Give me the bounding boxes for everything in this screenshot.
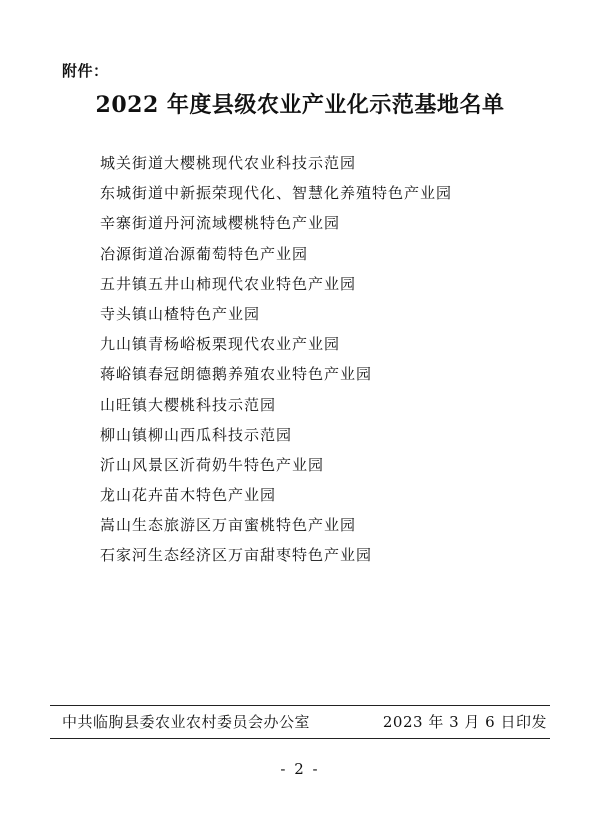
- footer-top-rule: [50, 705, 550, 706]
- list-item: 寺头镇山楂特色产业园: [100, 304, 261, 323]
- list-item: 石家河生态经济区万亩甜枣特色产业园: [100, 546, 373, 565]
- list-item: 龙山花卉苗木特色产业园: [100, 486, 277, 505]
- list-item: 五井镇五井山柿现代农业特色产业园: [100, 274, 357, 293]
- list-item: 冶源街道冶源葡萄特色产业园: [100, 244, 309, 263]
- list-item: 山旺镇大樱桃科技示范园: [100, 395, 277, 414]
- attachment-label: 附件：: [62, 62, 109, 80]
- demonstration-base-list: [100, 148, 452, 571]
- footer-issuer: 中共临朐县委农业农村委员会办公室: [62, 713, 311, 731]
- page-number: - 2 -: [280, 760, 320, 778]
- list-item: 嵩山生态旅游区万亩蜜桃特色产业园: [100, 516, 357, 535]
- list-item: 沂山风景区沂荷奶牛特色产业园: [100, 455, 325, 474]
- list-item: 蒋峪镇春冠朗德鹅养殖农业特色产业园: [100, 365, 373, 384]
- list-item: 九山镇青杨峪板栗现代农业产业园: [100, 335, 341, 354]
- document-title: 2022 年度县级农业产业化示范基地名单: [95, 92, 505, 118]
- list-item: 柳山镇柳山西瓜科技示范园: [100, 425, 293, 444]
- footer-issue-date: 2023 年 3 月 6 日印发: [382, 713, 547, 731]
- footer-bottom-rule: [50, 738, 550, 739]
- list-item: 东城街道中新振荣现代化、智慧化养殖特色产业园: [100, 184, 453, 203]
- list-item: 辛寨街道丹河流域樱桃特色产业园: [100, 214, 341, 233]
- list-item: 城关街道大樱桃现代农业科技示范园: [100, 154, 357, 172]
